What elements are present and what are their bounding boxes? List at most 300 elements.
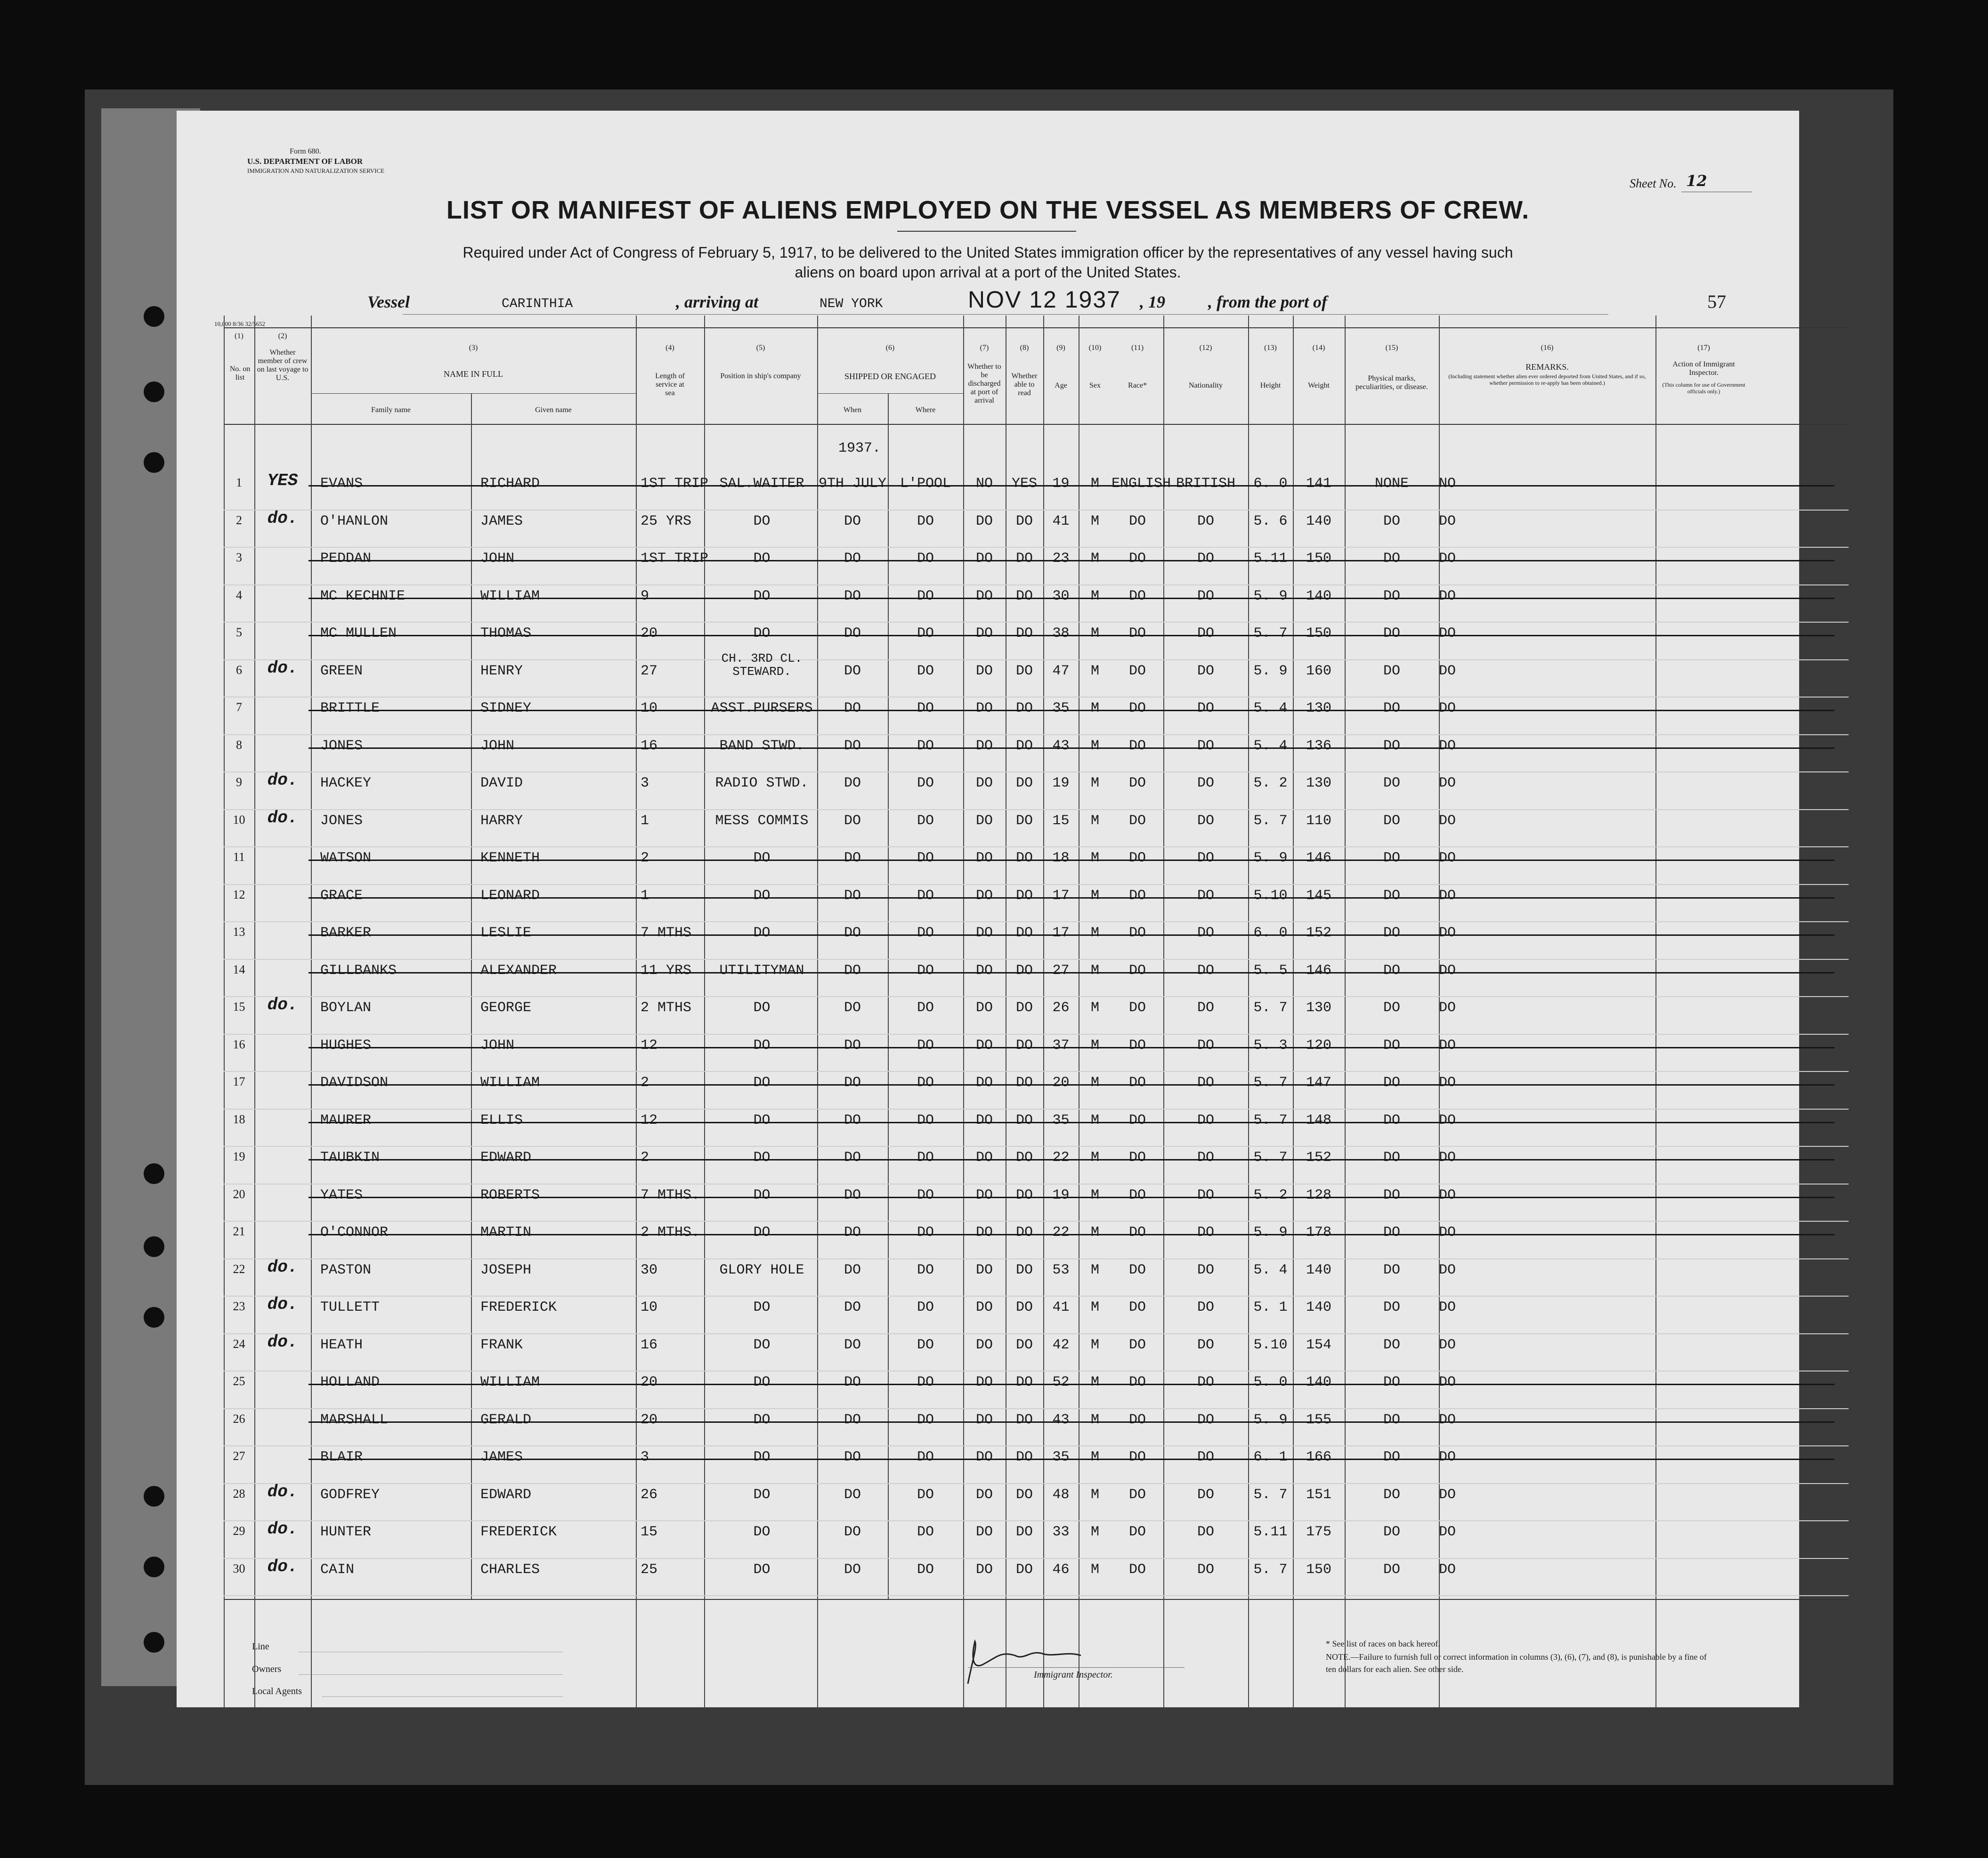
shipped-where: DO [917, 812, 934, 829]
able-to-read: DO [1015, 1299, 1033, 1315]
shipped-where: DO [917, 1486, 934, 1503]
row-number: 5 [236, 625, 242, 639]
given-name: CHARLES [480, 1561, 540, 1578]
length-of-service: 11 YRS [641, 962, 692, 979]
length-of-service: 2 [641, 1150, 649, 1166]
race: DO [1128, 1262, 1146, 1278]
discharged: DO [975, 1000, 993, 1016]
given-name: ALEXANDER [480, 962, 557, 979]
physical-marks: DO [1383, 1374, 1400, 1390]
row-number: 19 [233, 1150, 245, 1163]
previous-voyage: do. [267, 1257, 298, 1277]
footer-agents-rule [323, 1696, 563, 1697]
length-of-service: 20 [641, 1374, 658, 1390]
discharged: NO [975, 476, 993, 492]
family-name: TULLETT [320, 1299, 380, 1315]
age: 35 [1052, 1112, 1070, 1128]
physical-marks: DO [1383, 663, 1400, 679]
height: 5. 7 [1253, 1000, 1288, 1016]
col-5-number: (5) [756, 344, 765, 352]
discharged: DO [975, 588, 993, 604]
able-to-read: DO [1015, 1449, 1033, 1465]
position: CH. 3RD CL. STEWARD. [721, 651, 803, 679]
age: 26 [1052, 1000, 1070, 1016]
page-number: 57 [1707, 291, 1726, 312]
race: DO [1128, 850, 1146, 866]
nationality: DO [1197, 1337, 1214, 1353]
family-name: HEATH [320, 1337, 363, 1353]
able-to-read: DO [1015, 812, 1033, 829]
nationality: DO [1197, 1000, 1214, 1016]
able-to-read: DO [1015, 700, 1033, 716]
age: 41 [1052, 513, 1070, 529]
binder-hole [144, 1486, 164, 1507]
nationality: DO [1197, 1449, 1214, 1465]
position: DO [753, 1112, 771, 1128]
col-3-label: NAME IN FULL [444, 369, 503, 379]
shipped-when: DO [844, 1225, 861, 1241]
race: DO [1128, 925, 1146, 941]
length-of-service: 1ST TRIP [641, 551, 709, 567]
position: DO [753, 925, 771, 941]
nationality: DO [1197, 812, 1214, 829]
shipped-when: DO [844, 1561, 861, 1578]
length-of-service: 16 [641, 1337, 658, 1353]
discharged: DO [975, 887, 993, 904]
col-10-number: (10) [1088, 344, 1102, 352]
remarks: DO [1439, 663, 1456, 679]
remarks: DO [1439, 925, 1456, 941]
row-rule [224, 771, 1849, 772]
given-name: WILLIAM [480, 1075, 540, 1091]
row-number: 13 [233, 925, 245, 939]
physical-marks: DO [1383, 850, 1400, 866]
shipped-when: DO [844, 1000, 861, 1016]
position: SAL.WAITER [719, 476, 804, 492]
department-name: U.S. DEPARTMENT OF LABOR [247, 157, 363, 166]
length-of-service: 25 [641, 1561, 658, 1578]
height: 5. 7 [1253, 1486, 1288, 1503]
sex: M [1090, 1486, 1099, 1503]
race: DO [1128, 887, 1146, 904]
given-name: LEONARD [480, 887, 540, 904]
row-rule [224, 734, 1849, 735]
shipped-where: DO [917, 1449, 934, 1465]
col-14-number: (14) [1312, 344, 1325, 352]
col-12-label: Nationality [1189, 381, 1223, 389]
length-of-service: 10 [641, 700, 658, 716]
family-name: MARSHALL [320, 1412, 389, 1428]
shipped-when: DO [844, 1299, 861, 1315]
weight: 155 [1306, 1412, 1331, 1428]
remarks: DO [1439, 775, 1456, 791]
given-name: HENRY [480, 663, 523, 679]
discharged: DO [975, 1187, 993, 1203]
remarks: DO [1439, 1412, 1456, 1428]
strikethrough-line [308, 1047, 1834, 1048]
col-16-note: (Including statement whether alien ever ordered deported from United States, and if so, whether permission to re-apply has been obtained.) [1448, 373, 1646, 386]
given-name: KENNETH [480, 850, 540, 866]
shipped-when: DO [844, 1187, 861, 1203]
discharged: DO [975, 700, 993, 716]
height: 5. 9 [1253, 1225, 1288, 1241]
nationality: DO [1197, 1412, 1214, 1428]
length-of-service: 7 MTHS [641, 925, 692, 941]
given-name: EDWARD [480, 1486, 532, 1503]
nationality: DO [1197, 1187, 1214, 1203]
position: DO [753, 850, 771, 866]
weight: 141 [1306, 476, 1331, 492]
sex: M [1090, 850, 1099, 866]
physical-marks: DO [1383, 625, 1400, 641]
table-top-rule [224, 327, 1849, 328]
row-number: 6 [236, 663, 242, 677]
nationality: DO [1197, 1075, 1214, 1091]
discharged: DO [975, 1150, 993, 1166]
height: 5. 0 [1253, 1374, 1288, 1390]
given-name: MARTIN [480, 1225, 532, 1241]
col-15-number: (15) [1385, 344, 1398, 352]
shipped-where: DO [917, 1299, 934, 1315]
manifest-title: LIST OR MANIFEST OF ALIENS EMPLOYED ON THE VESSEL AS MEMBERS OF CREW. [446, 196, 1530, 224]
col-15-label: Physical marks, peculiarities, or disease. [1355, 374, 1428, 391]
race: DO [1128, 1486, 1146, 1503]
col-2-label: Whether member of crew on last voyage to U.S. [257, 349, 308, 382]
col-divider [636, 316, 637, 1707]
nationality: DO [1197, 1524, 1214, 1540]
given-name: THOMAS [480, 625, 532, 641]
able-to-read: DO [1015, 1561, 1033, 1578]
row-rule [224, 1221, 1849, 1222]
strikethrough-line [308, 635, 1834, 636]
family-name: BARKER [320, 925, 372, 941]
races-note: * See list of races on back hereof. [1326, 1639, 1440, 1648]
inspector-label: Immigrant Inspector. [1034, 1670, 1113, 1680]
sex: M [1090, 625, 1099, 641]
shipped-where: DO [917, 1374, 934, 1390]
family-name: MC MULLEN [320, 625, 397, 641]
row-rule [224, 809, 1849, 810]
sex: M [1090, 1561, 1099, 1578]
sex: M [1090, 513, 1099, 529]
physical-marks: DO [1383, 513, 1400, 529]
position: ASST.PURSERS [711, 700, 813, 716]
strikethrough-line [308, 560, 1834, 561]
race: DO [1128, 1000, 1146, 1016]
physical-marks: DO [1383, 1299, 1400, 1315]
row-rule [224, 884, 1849, 885]
sex: M [1090, 1000, 1099, 1016]
row-rule [224, 846, 1849, 847]
physical-marks: DO [1383, 1112, 1400, 1128]
able-to-read: DO [1015, 663, 1033, 679]
service-name: IMMIGRATION AND NATURALIZATION SERVICE [247, 167, 385, 174]
col-11-label: Race* [1128, 381, 1147, 389]
age: 23 [1052, 551, 1070, 567]
given-name: JOHN [480, 1037, 515, 1054]
weight: 140 [1306, 513, 1331, 529]
able-to-read: DO [1015, 738, 1033, 754]
race: DO [1128, 1299, 1146, 1315]
age: 22 [1052, 1150, 1070, 1166]
discharged: DO [975, 1374, 993, 1390]
shipped-when: DO [844, 775, 861, 791]
col-divider [254, 316, 255, 1707]
family-name: JONES [320, 812, 363, 829]
discharged: DO [975, 1262, 993, 1278]
remarks: DO [1439, 551, 1456, 567]
sex: M [1090, 663, 1099, 679]
remarks: DO [1439, 1037, 1456, 1054]
length-of-service: 20 [641, 1412, 658, 1428]
row-number: 25 [233, 1374, 245, 1388]
family-name: GREEN [320, 663, 363, 679]
family-name: GILLBANKS [320, 962, 397, 979]
race: ENGLISH [1112, 476, 1171, 492]
shipped-where: DO [917, 663, 934, 679]
physical-marks: DO [1383, 738, 1400, 754]
able-to-read: DO [1015, 1150, 1033, 1166]
sex: M [1090, 1075, 1099, 1091]
nationality: DO [1197, 625, 1214, 641]
row-number: 20 [233, 1187, 245, 1201]
nationality: DO [1197, 1299, 1214, 1315]
length-of-service: 2 [641, 1075, 649, 1091]
weight: 147 [1306, 1075, 1331, 1091]
physical-marks: DO [1383, 1187, 1400, 1203]
binder-hole [144, 1632, 164, 1653]
col-9-number: (9) [1056, 344, 1065, 352]
sex: M [1090, 962, 1099, 979]
sex: M [1090, 1150, 1099, 1166]
penalty-note: NOTE.—Failure to furnish full or correct information in columns (3), (6), (7), and (8), is punishable by a fine of ten dollars for each alien. See other side. [1326, 1652, 1707, 1674]
remarks: DO [1439, 700, 1456, 716]
age: 43 [1052, 1412, 1070, 1428]
length-of-service: 2 MTHS [641, 1000, 692, 1016]
row-rule [224, 1333, 1849, 1334]
given-name: ELLIS [480, 1112, 523, 1128]
sex: M [1090, 775, 1099, 791]
race: DO [1128, 1561, 1146, 1578]
position: DO [753, 625, 771, 641]
row-rule [224, 510, 1849, 511]
able-to-read: DO [1015, 775, 1033, 791]
shipped-when: 9TH JULY [818, 476, 887, 492]
race: DO [1128, 513, 1146, 529]
height: 5. 9 [1253, 850, 1288, 866]
position: DO [753, 1449, 771, 1465]
col-10-label: Sex [1089, 381, 1101, 389]
row-rule [224, 1595, 1849, 1596]
sex: M [1090, 1449, 1099, 1465]
shipped-where: DO [917, 738, 934, 754]
given-name: JAMES [480, 1449, 523, 1465]
remarks: DO [1439, 588, 1456, 604]
manifest-sheet [177, 111, 1799, 1707]
sheet-number: 12 [1686, 172, 1707, 190]
discharged: DO [975, 850, 993, 866]
position: DO [753, 1075, 771, 1091]
previous-voyage: do. [267, 1482, 298, 1501]
family-name: BOYLAN [320, 1000, 372, 1016]
row-number: 10 [233, 812, 245, 827]
shipped-where: DO [917, 1561, 934, 1578]
age: 20 [1052, 1075, 1070, 1091]
remarks: DO [1439, 1524, 1456, 1540]
position: DO [753, 1187, 771, 1203]
length-of-service: 1 [641, 887, 649, 904]
col-4-number: (4) [665, 344, 674, 352]
discharged: DO [975, 1075, 993, 1091]
physical-marks: DO [1383, 962, 1400, 979]
remarks: DO [1439, 1000, 1456, 1016]
weight: 140 [1306, 1262, 1331, 1278]
strikethrough-line [308, 1234, 1834, 1235]
height: 5. 2 [1253, 775, 1288, 791]
shipped-where: DO [917, 1075, 934, 1091]
discharged: DO [975, 812, 993, 829]
height: 5. 4 [1253, 738, 1288, 754]
manifest-subtitle-1: Required under Act of Congress of February 5, 1917, to be delivered to the United States immigration officer by the representatives of any vessel having such [463, 244, 1513, 261]
height: 5. 4 [1253, 700, 1288, 716]
length-of-service: 3 [641, 775, 649, 791]
row-rule [224, 1296, 1849, 1297]
given-name: JAMES [480, 513, 523, 529]
shipped-where: DO [917, 962, 934, 979]
given-name: WILLIAM [480, 1374, 540, 1390]
given-name: LESLIE [480, 925, 532, 941]
able-to-read: DO [1015, 588, 1033, 604]
arriving-label: , arriving at [676, 292, 759, 311]
col-1-label: No. on list [229, 365, 251, 381]
footer-owners-rule [299, 1674, 563, 1675]
col-4-label: Length of service at sea [655, 372, 685, 397]
able-to-read: DO [1015, 1000, 1033, 1016]
physical-marks: DO [1383, 925, 1400, 941]
row-rule [224, 1408, 1849, 1409]
col-17-note: (This column for use of Government officials only.) [1662, 381, 1745, 395]
shipped-when: DO [844, 1374, 861, 1390]
age: 27 [1052, 962, 1070, 979]
remarks: DO [1439, 1486, 1456, 1503]
nationality: BRITISH [1176, 476, 1236, 492]
family-name: YATES [320, 1187, 363, 1203]
strikethrough-line [308, 710, 1834, 711]
nationality: DO [1197, 775, 1214, 791]
shipped-where: DO [917, 1000, 934, 1016]
able-to-read: DO [1015, 551, 1033, 567]
discharged: DO [975, 775, 993, 791]
age: 35 [1052, 1449, 1070, 1465]
previous-voyage: YES [267, 471, 298, 490]
weight: 120 [1306, 1037, 1331, 1054]
given-name: ROBERTS [480, 1187, 540, 1203]
length-of-service: 26 [641, 1486, 658, 1503]
binder-hole [144, 1163, 164, 1184]
length-of-service: 16 [641, 738, 658, 754]
shipped-when: DO [844, 588, 861, 604]
binder-hole [144, 452, 164, 473]
shipped-where: DO [917, 1524, 934, 1540]
col-7-label: Whether to be discharged at port of arrival [967, 363, 1001, 405]
col-8-label: Whether able to read [1011, 372, 1038, 397]
shipped-where: DO [917, 1337, 934, 1353]
row-rule [224, 584, 1849, 585]
height: 5. 7 [1253, 625, 1288, 641]
col-divider [311, 316, 312, 1707]
nationality: DO [1197, 1486, 1214, 1503]
shipped-when: DO [844, 738, 861, 754]
given-name: GEORGE [480, 1000, 532, 1016]
given-name: JOSEPH [480, 1262, 532, 1278]
discharged: DO [975, 1299, 993, 1315]
race: DO [1128, 775, 1146, 791]
shipped-where: DO [917, 1187, 934, 1203]
row-number: 17 [233, 1075, 245, 1088]
shipped-when: DO [844, 850, 861, 866]
shipped-where: L'POOL [900, 476, 951, 492]
col-6-number: (6) [885, 344, 895, 352]
row-number: 24 [233, 1337, 245, 1351]
shipped-when: DO [844, 663, 861, 679]
strikethrough-line [308, 1084, 1834, 1086]
able-to-read: DO [1015, 1262, 1033, 1278]
race: DO [1128, 1075, 1146, 1091]
remarks: DO [1439, 887, 1456, 904]
sex: M [1090, 588, 1099, 604]
previous-voyage: do. [267, 658, 298, 678]
shipped-when: DO [844, 551, 861, 567]
nationality: DO [1197, 663, 1214, 679]
sex: M [1090, 1225, 1099, 1241]
strikethrough-line [308, 747, 1834, 749]
col-divider [1655, 316, 1656, 1707]
remarks: DO [1439, 1150, 1456, 1166]
weight: 150 [1306, 551, 1331, 567]
nationality: DO [1197, 551, 1214, 567]
height: 5. 9 [1253, 663, 1288, 679]
shipped-subheader-rule [817, 393, 963, 394]
strikethrough-line [308, 972, 1834, 974]
nationality: DO [1197, 962, 1214, 979]
sex: M [1090, 476, 1099, 492]
footer-line-label: Line [252, 1641, 269, 1652]
row-number: 28 [233, 1486, 245, 1501]
remarks: DO [1439, 850, 1456, 866]
weight: 178 [1306, 1225, 1331, 1241]
row-number: 2 [236, 513, 242, 527]
able-to-read: DO [1015, 850, 1033, 866]
height: 5.11 [1253, 1524, 1288, 1540]
age: 37 [1052, 1037, 1070, 1054]
race: DO [1128, 1225, 1146, 1241]
discharged: DO [975, 663, 993, 679]
binder-hole [144, 1557, 164, 1577]
row-rule [224, 1483, 1849, 1484]
given-name: JOHN [480, 551, 515, 567]
shipped-when: DO [844, 1337, 861, 1353]
nationality: DO [1197, 1037, 1214, 1054]
able-to-read: YES [1011, 476, 1037, 492]
shipped-when: DO [844, 962, 861, 979]
height: 5. 7 [1253, 1075, 1288, 1091]
remarks: DO [1439, 1262, 1456, 1278]
previous-voyage: do. [267, 771, 298, 790]
position: DO [753, 1337, 771, 1353]
row-rule [224, 1184, 1849, 1185]
length-of-service: 27 [641, 663, 658, 679]
weight: 140 [1306, 1374, 1331, 1390]
